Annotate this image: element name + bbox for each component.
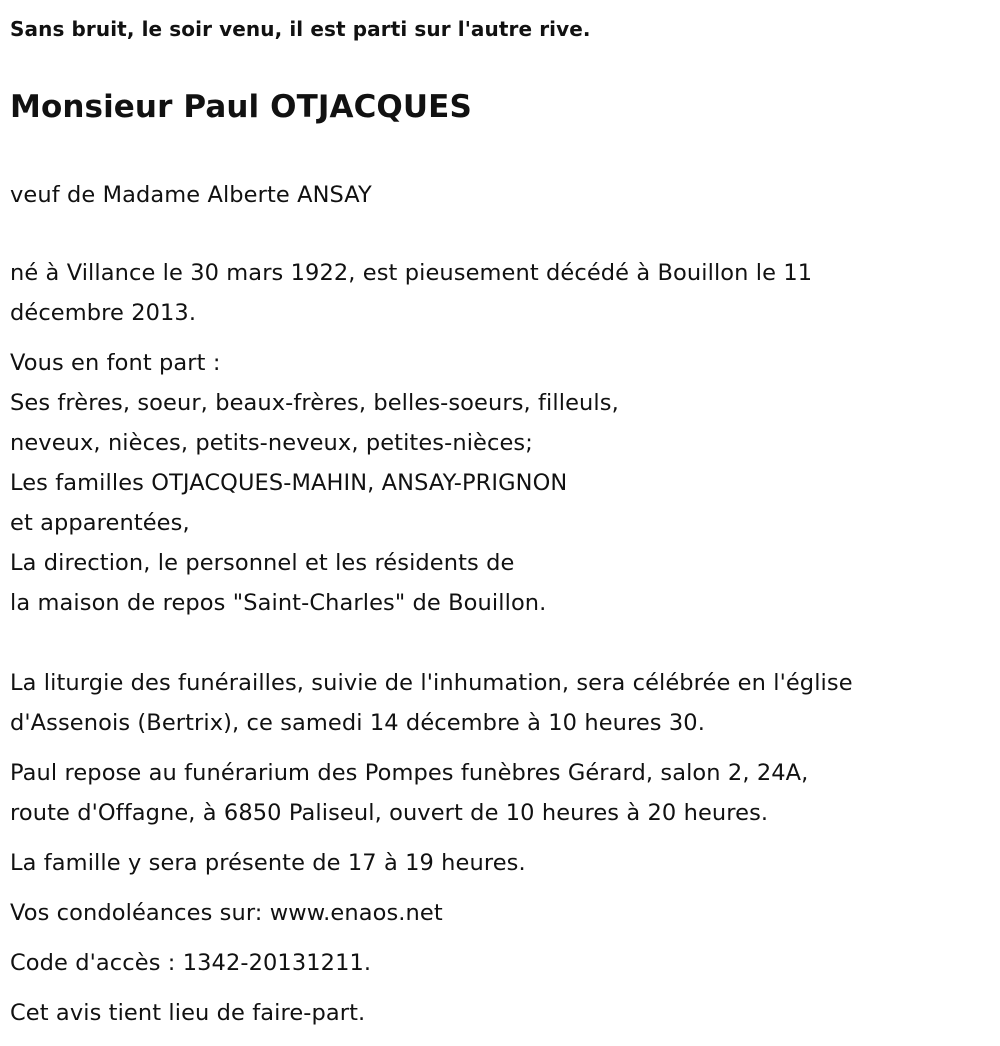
birth-death-line-2: décembre 2013. [10, 300, 197, 326]
announcer-line: La direction, le personnel et les résidents de [10, 550, 515, 576]
condolences-line: Vos condoléances sur: www.enaos.net [10, 900, 443, 926]
liturgy-line-1: La liturgie des funérailles, suivie de l'inhumation, sera célébrée en l'église [10, 670, 853, 696]
spouse-line: veuf de Madame Alberte ANSAY [10, 182, 372, 208]
announcer-line: Vous en font part : [10, 350, 221, 376]
deceased-name: Monsieur Paul OTJACQUES [10, 89, 472, 125]
announcer-line: la maison de repos "Saint-Charles" de Bouillon. [10, 590, 547, 616]
announcer-line: Ses frères, soeur, beaux-frères, belles-soeurs, filleuls, [10, 390, 619, 416]
family-presence: La famille y sera présente de 17 à 19 heures. [10, 850, 526, 876]
birth-death-line-1: né à Villance le 30 mars 1922, est pieusement décédé à Bouillon le 11 [10, 260, 813, 286]
epigraph: Sans bruit, le soir venu, il est parti sur l'autre rive. [10, 17, 591, 41]
access-code: Code d'accès : 1342-20131211. [10, 950, 372, 976]
liturgy-line-2: d'Assenois (Bertrix), ce samedi 14 décembre à 10 heures 30. [10, 710, 705, 736]
announcer-line: Les familles OTJACQUES-MAHIN, ANSAY-PRIGNON [10, 470, 568, 496]
closing-line: Cet avis tient lieu de faire-part. [10, 1000, 366, 1026]
announcer-line: et apparentées, [10, 510, 190, 536]
announcer-line: neveux, nièces, petits-neveux, petites-nièces; [10, 430, 533, 456]
funerarium-line-2: route d'Offagne, à 6850 Paliseul, ouvert de 10 heures à 20 heures. [10, 800, 769, 826]
funerarium-line-1: Paul repose au funérarium des Pompes funèbres Gérard, salon 2, 24A, [10, 760, 809, 786]
